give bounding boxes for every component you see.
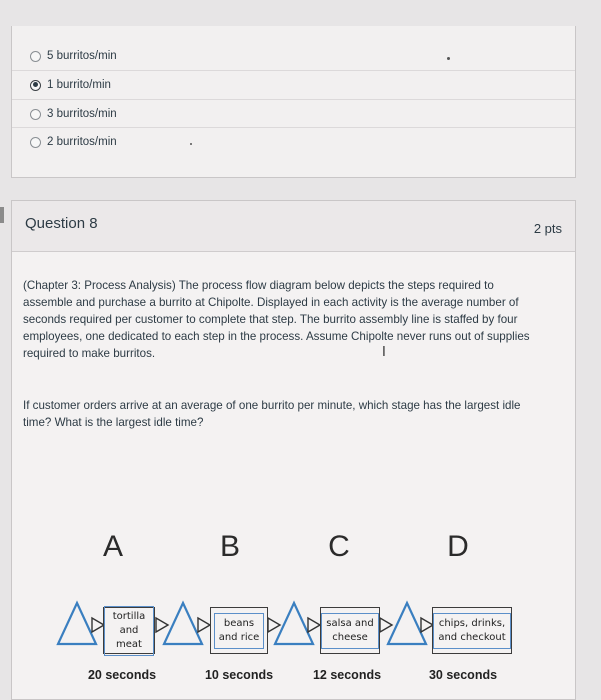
divider bbox=[12, 70, 575, 71]
text-line: assemble and purchase a burrito at Chipolte. Displayed in each activity is the average number of bbox=[23, 296, 519, 309]
stage-letter-a: A bbox=[102, 530, 123, 563]
text-line: time? What is the largest idle time? bbox=[23, 416, 204, 429]
activity-box-b bbox=[210, 607, 268, 654]
text-line: seconds required per customer to complete that step. The burrito assembly line is staffed by four bbox=[23, 313, 518, 326]
question-header bbox=[12, 201, 575, 252]
stage-time-b: 10 seconds bbox=[204, 668, 274, 682]
activity-box-d bbox=[432, 607, 512, 654]
stray-dot bbox=[190, 143, 192, 145]
stage-time-a: 20 seconds bbox=[87, 668, 157, 682]
question-title: Question 8 bbox=[25, 215, 98, 232]
answer-option[interactable] bbox=[30, 47, 117, 65]
previous-question-answers bbox=[11, 26, 576, 178]
question-points: 2 pts bbox=[533, 221, 562, 236]
activity-line: and rice bbox=[218, 631, 260, 643]
radio-button[interactable] bbox=[30, 109, 41, 120]
answer-label: 3 burritos/min bbox=[47, 108, 117, 120]
activity-line: cheese bbox=[332, 631, 368, 643]
activity-line: chips, drinks, bbox=[438, 617, 506, 629]
text-cursor-icon: I bbox=[382, 345, 386, 360]
activity-label bbox=[104, 606, 154, 656]
answer-option[interactable] bbox=[30, 105, 117, 123]
activity-line: beans bbox=[223, 617, 255, 629]
stage-letter-b: B bbox=[219, 530, 240, 563]
answer-label: 5 burritos/min bbox=[47, 50, 117, 62]
radio-button[interactable] bbox=[30, 137, 41, 148]
activity-box-a bbox=[103, 607, 155, 654]
stage-letter-d: D bbox=[447, 530, 469, 563]
text-line: employees, one dedicated to each step in the process. Assume Chipolte never runs out of supplies bbox=[23, 330, 530, 343]
text-line: (Chapter 3: Process Analysis) The process flow diagram below depicts the steps required to bbox=[23, 279, 494, 292]
stray-dot bbox=[447, 57, 450, 60]
divider bbox=[12, 99, 575, 100]
flow-arrow-icon bbox=[378, 615, 394, 635]
flow-arrow-icon bbox=[266, 615, 282, 635]
answer-option[interactable] bbox=[30, 76, 111, 94]
answer-label: 1 burrito/min bbox=[47, 79, 111, 91]
activity-label bbox=[214, 613, 265, 649]
radio-button[interactable] bbox=[30, 51, 41, 62]
stage-time-c: 12 seconds bbox=[312, 668, 382, 682]
radio-button-selected[interactable] bbox=[30, 80, 41, 91]
activity-line: tortilla bbox=[112, 610, 146, 622]
answer-option[interactable] bbox=[30, 133, 117, 151]
stage-time-d: 30 seconds bbox=[428, 668, 498, 682]
answer-label: 2 burritos/min bbox=[47, 136, 117, 148]
activity-line: and meat bbox=[116, 624, 142, 650]
activity-box-c bbox=[320, 607, 380, 654]
question-left-marker bbox=[0, 207, 4, 223]
flow-arrow-icon bbox=[154, 615, 170, 635]
activity-label bbox=[433, 613, 510, 649]
question-paragraph-2 bbox=[23, 397, 553, 431]
text-line: required to make burritos. bbox=[23, 347, 156, 360]
activity-label bbox=[321, 613, 378, 649]
text-line: If customer orders arrive at an average of one burrito per minute, which stage has the largest idle bbox=[23, 399, 521, 412]
stage-letter-c: C bbox=[328, 530, 350, 563]
activity-line: and checkout bbox=[438, 631, 506, 643]
divider bbox=[12, 127, 575, 128]
question-paragraph-1 bbox=[23, 277, 553, 362]
activity-line: salsa and bbox=[326, 617, 374, 629]
